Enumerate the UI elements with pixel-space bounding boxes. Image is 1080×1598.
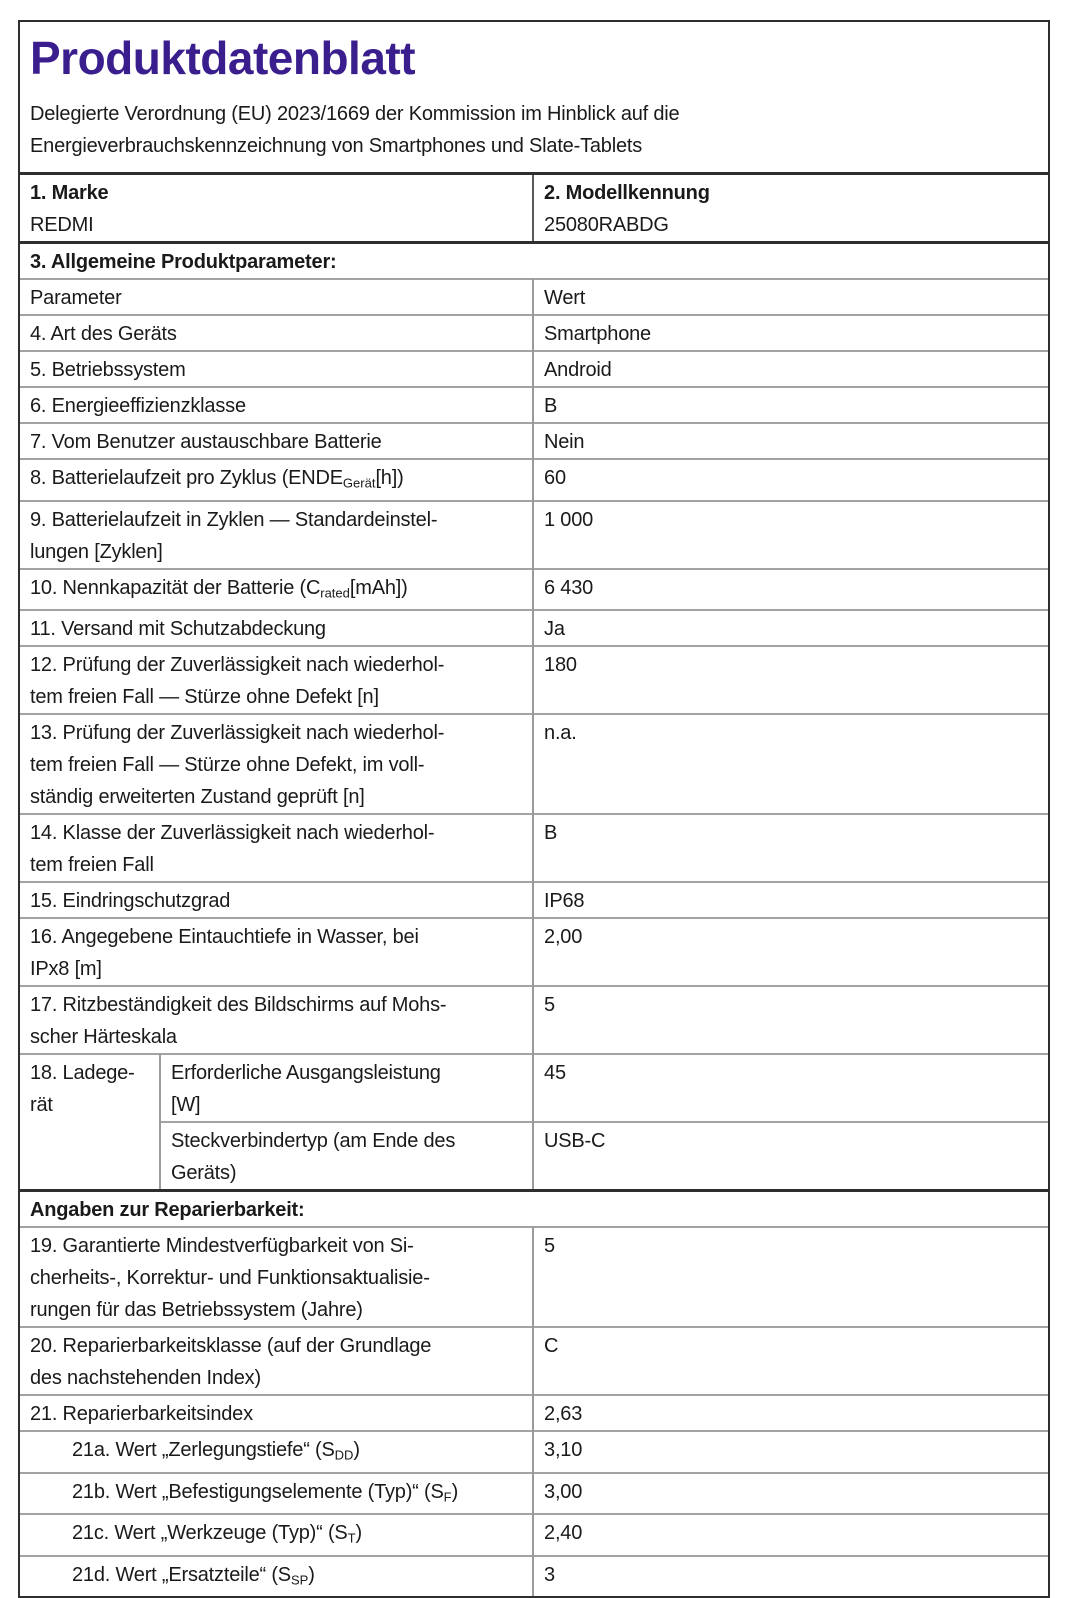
parameter-value-cell: 5 xyxy=(533,1227,1048,1327)
parameter-row xyxy=(20,1556,1048,1597)
parameter-value-cell: 2,63 xyxy=(533,1395,1048,1431)
parameter-row xyxy=(20,279,1048,315)
model-cell xyxy=(533,174,1048,243)
subscript: Gerät xyxy=(342,475,376,491)
brand-model-row xyxy=(20,174,1048,243)
parameter-label-cell: 9. Batterielaufzeit in Zyklen — Standardeinstel- lungen [Zyklen] xyxy=(20,501,533,569)
parameter-label-cell: 21c. Wert „Werkzeuge (Typ)“ (ST) xyxy=(20,1514,533,1556)
parameter-label-cell: 16. Angegebene Eintauchtiefe in Wasser, bei IPx8 [m] xyxy=(20,918,533,986)
subscript: F xyxy=(443,1489,452,1504)
parameter-value-cell: 60 xyxy=(533,459,1048,501)
parameter-row xyxy=(20,1395,1048,1431)
parameter-label-cell: 12. Prüfung der Zuverlässigkeit nach wiederhol- tem freien Fall — Stürze ohne Defekt [n] xyxy=(20,646,533,714)
parameter-row xyxy=(20,882,1048,918)
parameter-row xyxy=(20,1473,1048,1515)
charger-sublabel-cell: Erforderliche Ausgangsleistung [W] xyxy=(160,1054,533,1122)
parameter-label-cell: 21a. Wert „Zerlegungstiefe“ (SDD) xyxy=(20,1431,533,1473)
parameter-row xyxy=(20,351,1048,387)
parameter-row xyxy=(20,986,1048,1054)
parameter-value-cell: n.a. xyxy=(533,714,1048,814)
subtitle-line-1: Delegierte Verordnung (EU) 2023/1669 der Kommission im Hinblick auf die xyxy=(30,103,680,125)
charger-group-cell: 18. Ladege- rät xyxy=(20,1054,160,1191)
parameter-label-cell: 8. Batterielaufzeit pro Zyklus (ENDEGerät[h]) xyxy=(20,459,533,501)
parameter-label-cell: 21. Reparierbarkeitsindex xyxy=(20,1395,533,1431)
cell-label: 2. Modellkennung xyxy=(544,182,710,204)
parameter-row xyxy=(20,501,1048,569)
datasheet-table-body xyxy=(20,174,1048,1597)
parameter-label-cell: 5. Betriebssystem xyxy=(20,351,533,387)
cell-value: REDMI xyxy=(30,214,94,236)
parameter-row xyxy=(20,814,1048,882)
parameter-value-cell: Nein xyxy=(533,423,1048,459)
parameter-value-cell: Android xyxy=(533,351,1048,387)
parameter-label-cell: 21d. Wert „Ersatzteile“ (SSP) xyxy=(20,1556,533,1597)
parameter-label-cell: 20. Reparierbarkeitsklasse (auf der Grundlage des nachstehenden Index) xyxy=(20,1327,533,1395)
section-header-row xyxy=(20,243,1048,280)
parameter-label-cell: 4. Art des Geräts xyxy=(20,315,533,351)
parameter-label-cell: Parameter xyxy=(20,279,533,315)
parameter-label-cell: 7. Vom Benutzer austauschbare Batterie xyxy=(20,423,533,459)
parameter-value-cell: 5 xyxy=(533,986,1048,1054)
parameter-value-cell: Wert xyxy=(533,279,1048,315)
parameter-label-cell: 17. Ritzbeständigkeit des Bildschirms auf Mohs- scher Härteskala xyxy=(20,986,533,1054)
parameter-row xyxy=(20,918,1048,986)
parameter-row xyxy=(20,714,1048,814)
parameter-value-cell: Smartphone xyxy=(533,315,1048,351)
parameter-row xyxy=(20,423,1048,459)
parameter-value-cell: C xyxy=(533,1327,1048,1395)
parameter-row xyxy=(20,569,1048,611)
parameter-row xyxy=(20,1227,1048,1327)
cell-label: 1. Marke xyxy=(30,182,109,204)
parameter-value-cell: 3 xyxy=(533,1556,1048,1597)
product-datasheet xyxy=(18,20,1050,1598)
parameter-value-cell: 2,00 xyxy=(533,918,1048,986)
brand-cell xyxy=(20,174,533,243)
charger-value-cell: 45 xyxy=(533,1054,1048,1122)
section-header-row xyxy=(20,1191,1048,1228)
datasheet-table xyxy=(20,172,1048,1596)
parameter-row xyxy=(20,387,1048,423)
cell-value: 25080RABDG xyxy=(544,214,669,236)
parameter-row xyxy=(20,610,1048,646)
parameter-value-cell: 3,00 xyxy=(533,1473,1048,1515)
parameter-label-cell: 6. Energieeffizienzklasse xyxy=(20,387,533,423)
parameter-value-cell: 1 000 xyxy=(533,501,1048,569)
parameter-row xyxy=(20,1514,1048,1556)
parameter-row xyxy=(20,646,1048,714)
parameter-row xyxy=(20,1327,1048,1395)
parameter-row xyxy=(20,1431,1048,1473)
parameter-value-cell: B xyxy=(533,814,1048,882)
parameter-label-cell: 14. Klasse der Zuverlässigkeit nach wiederhol- tem freien Fall xyxy=(20,814,533,882)
parameter-value-cell: 180 xyxy=(533,646,1048,714)
parameter-value-cell: 6 430 xyxy=(533,569,1048,611)
charger-row xyxy=(20,1054,1048,1122)
subtitle-line-2: Energieverbrauchskennzeichnung von Smartphones und Slate-Tablets xyxy=(30,135,643,157)
charger-sublabel-cell: Steckverbindertyp (am Ende des Geräts) xyxy=(160,1122,533,1191)
subscript: rated xyxy=(320,585,350,600)
page-title: Produktdatenblatt xyxy=(30,32,416,84)
parameter-value-cell: Ja xyxy=(533,610,1048,646)
subscript: T xyxy=(347,1530,356,1546)
parameter-label-cell: 11. Versand mit Schutzabdeckung xyxy=(20,610,533,646)
parameter-row xyxy=(20,315,1048,351)
parameter-label-cell: 13. Prüfung der Zuverlässigkeit nach wiederhol- tem freien Fall — Stürze ohne Defekt, im voll- ständig erweiterten Zustand geprüft [n] xyxy=(20,714,533,814)
parameter-label-cell: 10. Nennkapazität der Batterie (Crated[mAh]) xyxy=(20,569,533,611)
subscript: SP xyxy=(290,1572,309,1587)
charger-value-cell: USB-C xyxy=(533,1122,1048,1191)
parameter-label-cell: 21b. Wert „Befestigungselemente (Typ)“ (SF) xyxy=(20,1473,533,1515)
parameter-value-cell: B xyxy=(533,387,1048,423)
parameter-value-cell: 2,40 xyxy=(533,1514,1048,1556)
doc-header xyxy=(20,22,1048,172)
regulation-subtitle xyxy=(30,98,1038,172)
parameter-label-cell: 15. Eindringschutzgrad xyxy=(20,882,533,918)
section-header-cell: 3. Allgemeine Produktparameter: xyxy=(20,243,1048,280)
parameter-label-cell: 19. Garantierte Mindestverfügbarkeit von Si- cherheits-, Korrektur- und Funktionsaktualisie- rungen für das Betriebssystem (Jahre) xyxy=(20,1227,533,1327)
parameter-value-cell: IP68 xyxy=(533,882,1048,918)
subscript: DD xyxy=(334,1447,354,1463)
parameter-value-cell: 3,10 xyxy=(533,1431,1048,1473)
charger-row xyxy=(20,1122,1048,1191)
section-header-cell: Angaben zur Reparierbarkeit: xyxy=(20,1191,1048,1228)
parameter-row xyxy=(20,459,1048,501)
